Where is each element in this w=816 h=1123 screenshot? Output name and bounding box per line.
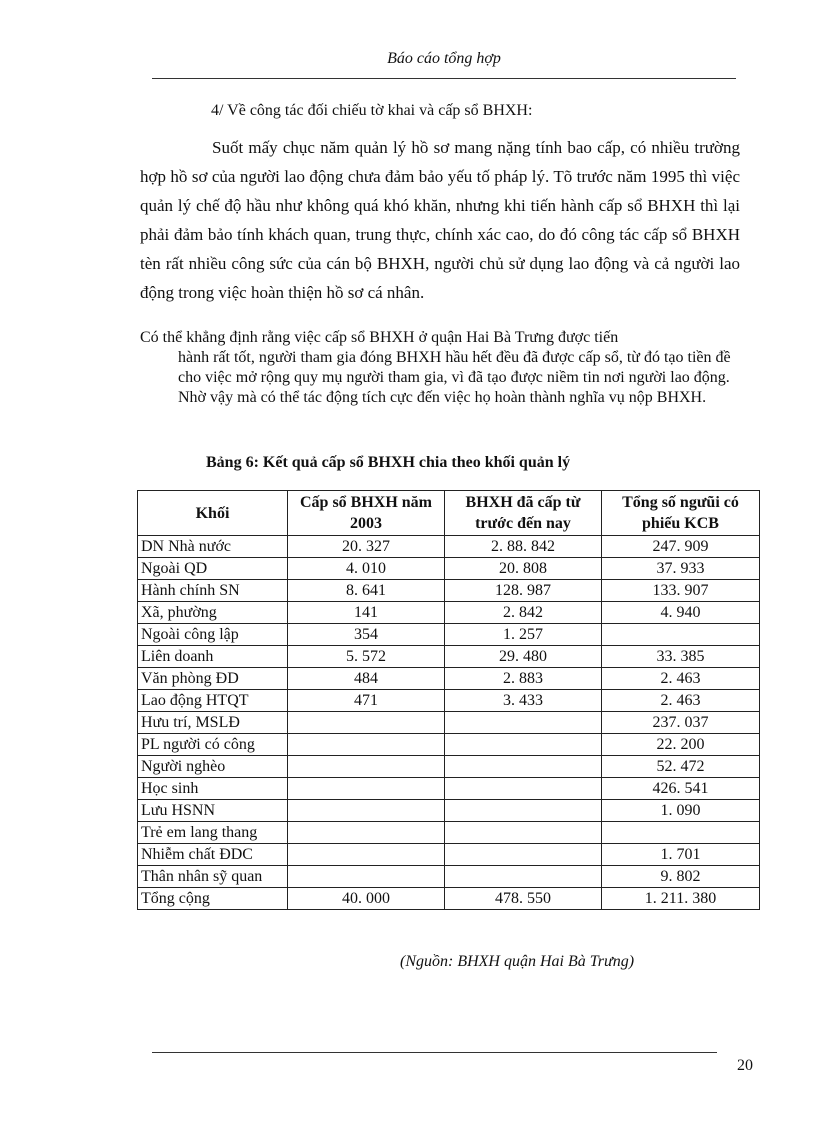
row-label-cell: PL người có công <box>138 734 288 756</box>
value-cell <box>602 822 760 844</box>
row-label-cell: DN Nhà nước <box>138 536 288 558</box>
row-label-cell: Liên doanh <box>138 646 288 668</box>
paragraph-1-text: Suốt mấy chục năm quản lý hồ sơ mang nặng tính bao cấp, có nhiều trường hợp hồ sơ của người lao động chưa đảm bảo yếu tố pháp lý. Tõ trước năm 1995 thì việc quản lý chế độ hầu như không quá khó khăn, nhưng khi tiến hành cấp sổ BHXH thì lại phải đảm bảo tính khách quan, trung thực, chính xác cao, do đó công tác cấp sổ BHXH tèn rất nhiều công sức của cán bộ BHXH, người chủ sử dụng lao động và cả người lao động trong việc hoàn thiện hồ sơ cá nhân. <box>140 138 740 302</box>
table-row <box>138 602 760 624</box>
row-label-cell: Thân nhân sỹ quan <box>138 866 288 888</box>
value-cell: 247. 909 <box>602 536 760 558</box>
row-label-cell: Nhiễm chất ĐDC <box>138 844 288 866</box>
value-cell: 9. 802 <box>602 866 760 888</box>
paragraph-2 <box>140 328 740 408</box>
page-header-title: Báo cáo tổng hợp <box>387 50 501 67</box>
value-cell: 128. 987 <box>445 580 602 602</box>
value-cell: 8. 641 <box>288 580 445 602</box>
paragraph-2-rest: hành rất tốt, người tham gia đóng BHXH hầu hết đều đã được cấp sổ, từ đó tạo tiền đề cho việc mở rộng quy mụ người tham gia, vì đã tạo được niềm tin nơi người lao động. Nhờ vậy mà có thể tác động tích cực đến việc họ hoàn thành nghĩa vụ nộp BHXH. <box>178 349 731 406</box>
row-label-cell: Lao động HTQT <box>138 690 288 712</box>
table-row <box>138 734 760 756</box>
table-caption: Bảng 6: Kết quả cấp sổ BHXH chia theo khối quản lý <box>206 454 571 471</box>
value-cell <box>288 756 445 778</box>
header-tong-so-kcb: Tổng số ngưũi có phiếu KCB <box>602 491 760 536</box>
page-number: 20 <box>737 1057 753 1074</box>
row-label-cell: Hành chính SN <box>138 580 288 602</box>
row-label-cell: Ngoài QD <box>138 558 288 580</box>
value-cell <box>445 712 602 734</box>
value-cell: 22. 200 <box>602 734 760 756</box>
row-label-cell: Người nghèo <box>138 756 288 778</box>
value-cell <box>445 844 602 866</box>
value-cell: 237. 037 <box>602 712 760 734</box>
table-row <box>138 536 760 558</box>
row-label-cell: Trẻ em lang thang <box>138 822 288 844</box>
value-cell <box>602 624 760 646</box>
value-cell: 4. 010 <box>288 558 445 580</box>
value-cell: 471 <box>288 690 445 712</box>
table-row <box>138 580 760 602</box>
value-cell: 1. 257 <box>445 624 602 646</box>
value-cell: 3. 433 <box>445 690 602 712</box>
value-cell: 1. 701 <box>602 844 760 866</box>
footer-divider <box>152 1052 717 1053</box>
value-cell: 1. 211. 380 <box>602 888 760 910</box>
value-cell: 5. 572 <box>288 646 445 668</box>
table-row <box>138 624 760 646</box>
data-table <box>137 490 760 910</box>
value-cell <box>445 800 602 822</box>
value-cell <box>288 866 445 888</box>
row-label-cell: Ngoài công lập <box>138 624 288 646</box>
table-row <box>138 756 760 778</box>
table-row <box>138 668 760 690</box>
paragraph-1 <box>140 133 740 307</box>
section-heading: 4/ Về công tác đối chiếu tờ khai và cấp sổ BHXH: <box>211 102 533 119</box>
table-row <box>138 822 760 844</box>
source-note: (Nguồn: BHXH quận Hai Bà Trưng) <box>400 953 635 970</box>
value-cell: 478. 550 <box>445 888 602 910</box>
value-cell <box>445 778 602 800</box>
value-cell <box>288 800 445 822</box>
value-cell <box>288 734 445 756</box>
row-label-cell: Tổng cộng <box>138 888 288 910</box>
value-cell: 133. 907 <box>602 580 760 602</box>
value-cell <box>445 866 602 888</box>
value-cell <box>445 734 602 756</box>
row-label-cell: Hưu trí, MSLĐ <box>138 712 288 734</box>
header-da-cap: BHXH đã cấp từ trước đến nay <box>445 491 602 536</box>
value-cell: 29. 480 <box>445 646 602 668</box>
value-cell: 141 <box>288 602 445 624</box>
header-khoi: Khối <box>138 491 288 536</box>
table-row <box>138 800 760 822</box>
table-row <box>138 690 760 712</box>
value-cell <box>445 756 602 778</box>
row-label-cell: Lưu HSNN <box>138 800 288 822</box>
value-cell: 426. 541 <box>602 778 760 800</box>
value-cell: 2. 842 <box>445 602 602 624</box>
value-cell <box>288 844 445 866</box>
table-row <box>138 558 760 580</box>
paragraph-2-first-line: Có thể khẳng định rằng việc cấp sổ BHXH ở quận Hai Bà Trưng được tiến <box>140 329 619 346</box>
value-cell: 354 <box>288 624 445 646</box>
value-cell: 52. 472 <box>602 756 760 778</box>
table-row <box>138 844 760 866</box>
header-cap-so-2003: Cấp sổ BHXH năm 2003 <box>288 491 445 536</box>
value-cell <box>288 778 445 800</box>
table-row <box>138 888 760 910</box>
value-cell: 40. 000 <box>288 888 445 910</box>
row-label-cell: Văn phòng ĐD <box>138 668 288 690</box>
value-cell <box>288 712 445 734</box>
table-body <box>138 536 760 910</box>
value-cell: 484 <box>288 668 445 690</box>
table-header-row <box>138 491 760 536</box>
table-row <box>138 866 760 888</box>
value-cell <box>288 822 445 844</box>
value-cell: 33. 385 <box>602 646 760 668</box>
value-cell: 37. 933 <box>602 558 760 580</box>
value-cell: 2. 883 <box>445 668 602 690</box>
table-row <box>138 712 760 734</box>
row-label-cell: Học sinh <box>138 778 288 800</box>
table-row <box>138 778 760 800</box>
value-cell: 20. 808 <box>445 558 602 580</box>
value-cell: 1. 090 <box>602 800 760 822</box>
row-label-cell: Xã, phường <box>138 602 288 624</box>
value-cell: 2. 463 <box>602 668 760 690</box>
value-cell: 2. 463 <box>602 690 760 712</box>
header-divider <box>152 78 736 79</box>
value-cell: 4. 940 <box>602 602 760 624</box>
value-cell <box>445 822 602 844</box>
table-row <box>138 646 760 668</box>
value-cell: 20. 327 <box>288 536 445 558</box>
value-cell: 2. 88. 842 <box>445 536 602 558</box>
